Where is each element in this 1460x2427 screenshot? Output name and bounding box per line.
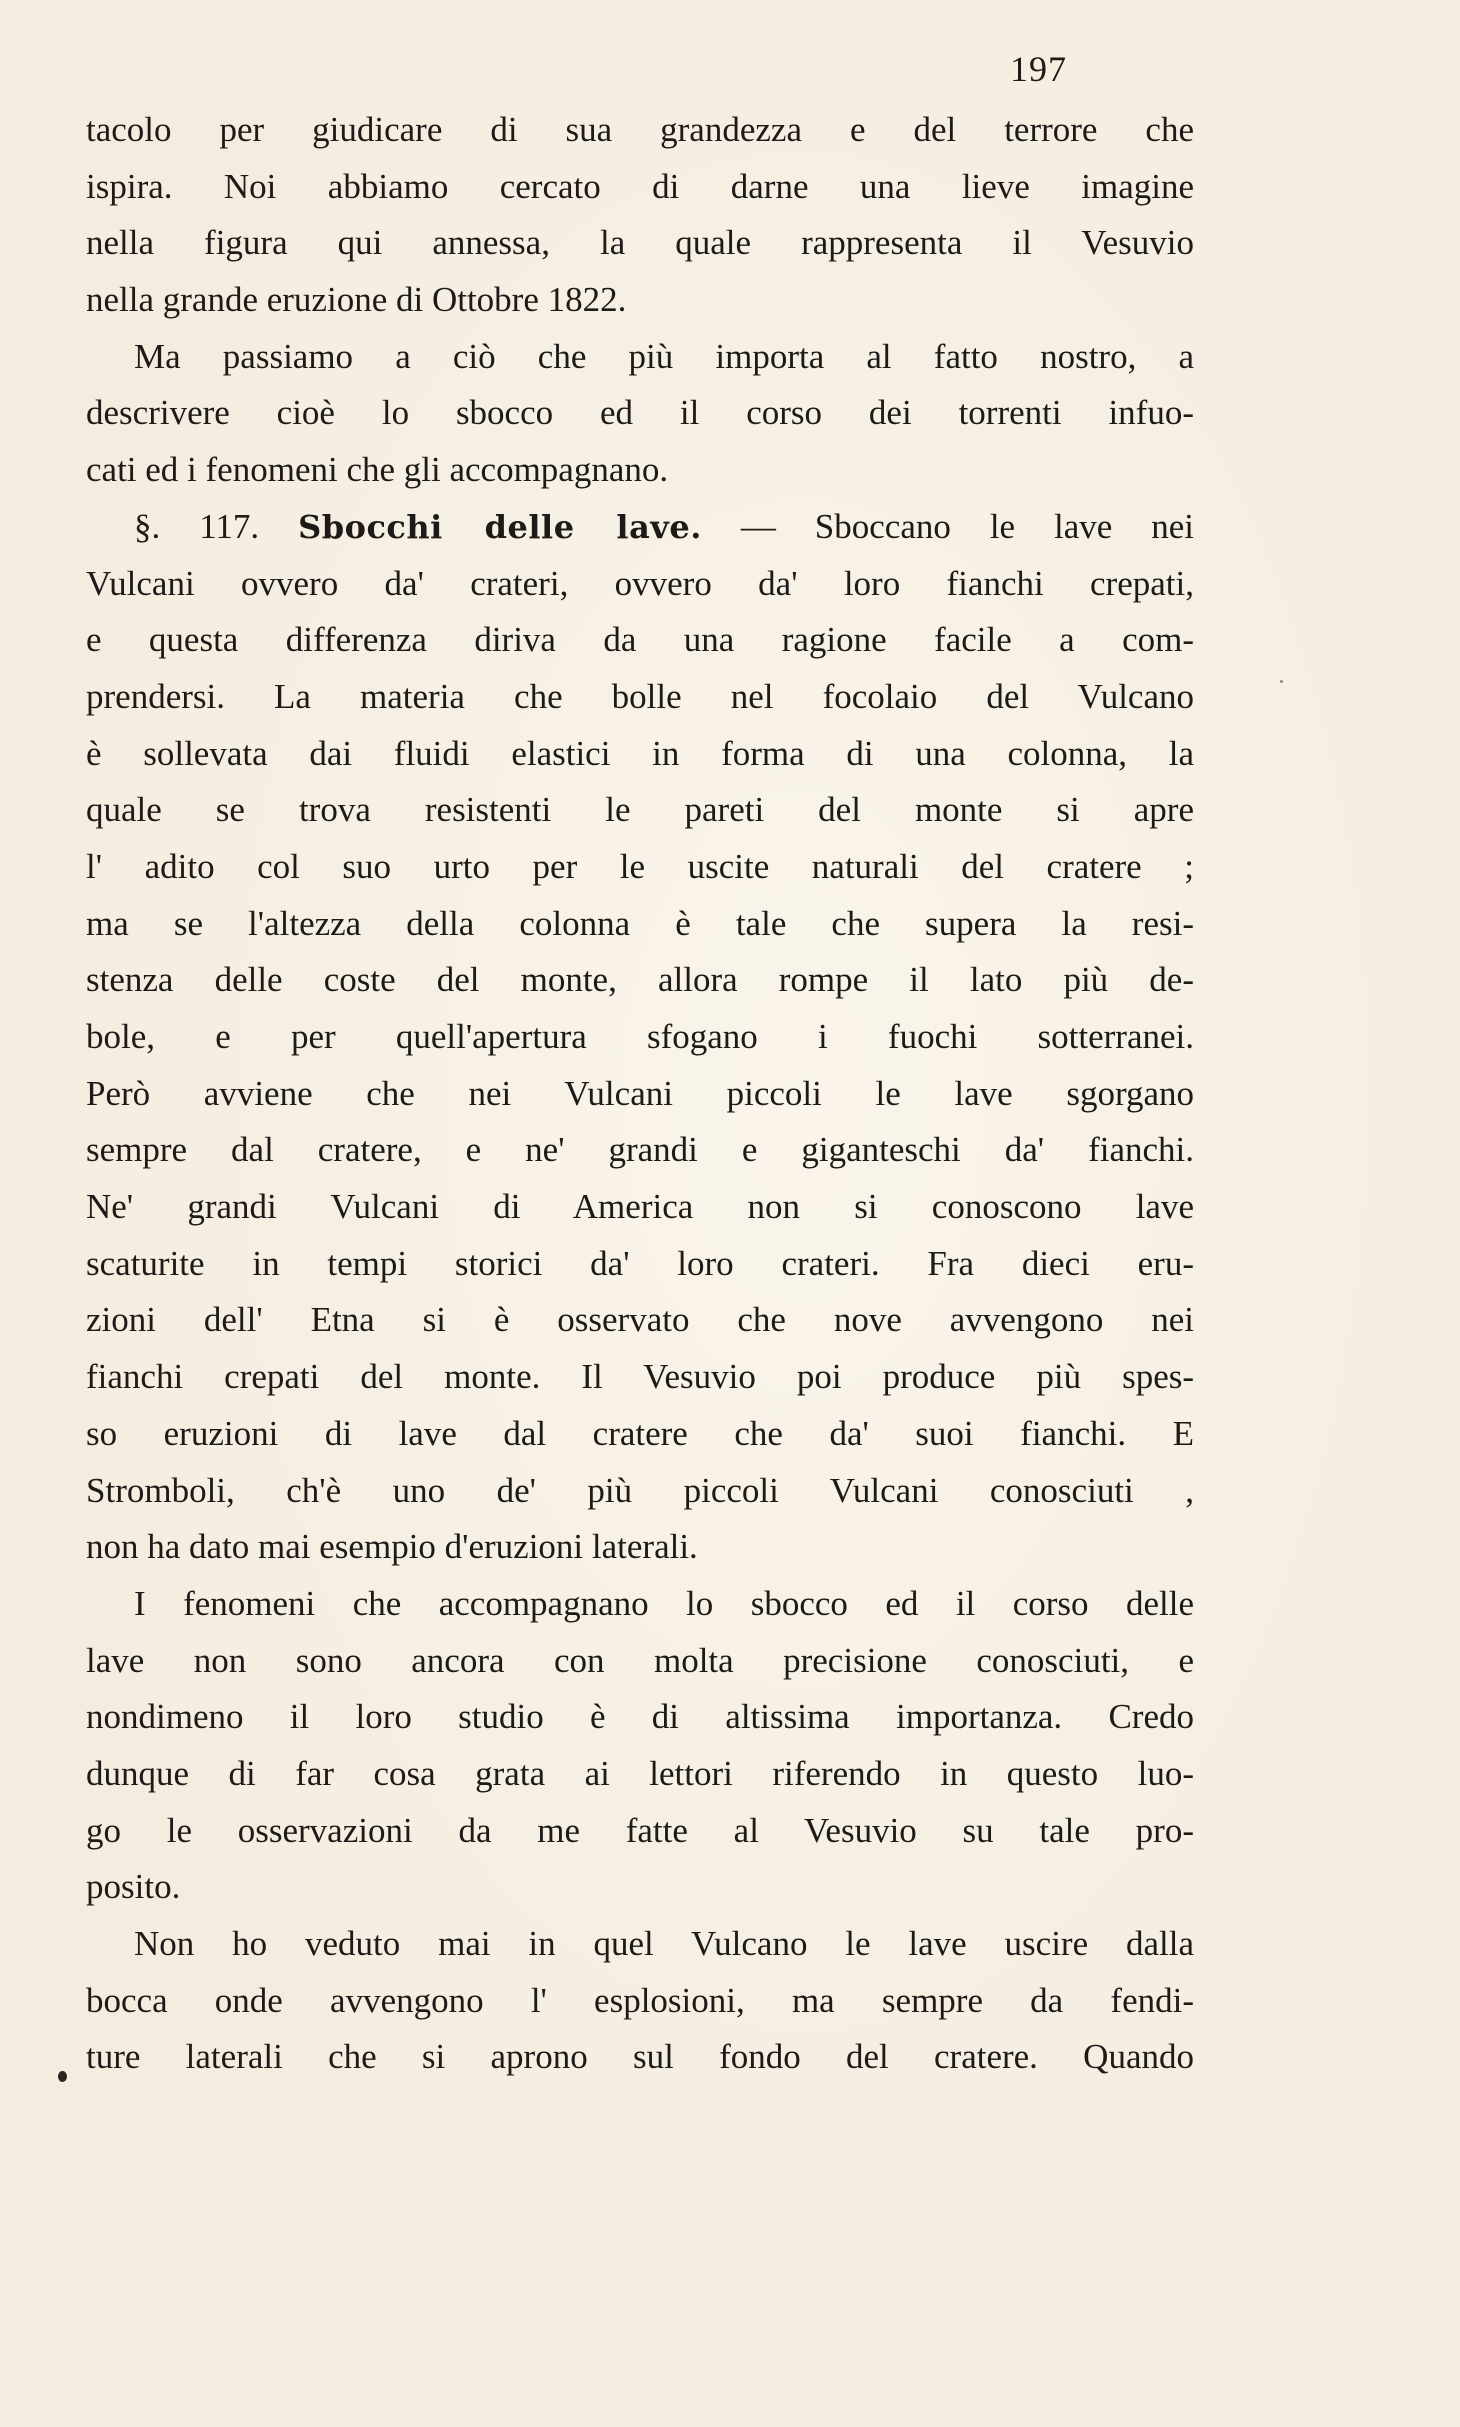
text-line: stenza delle coste del monte, allora rompe il lato più de- — [86, 960, 1194, 1000]
text-line: bole, e per quell'apertura sfogano i fuochi sotterranei. — [86, 1017, 1194, 1056]
text-line: quale se trova resistenti le pareti del monte si apre — [86, 790, 1194, 830]
text-line: cati ed i fenomeni che gli accompagnano. — [86, 450, 669, 490]
text-line: Però avviene che nei Vulcani piccoli le lave sgorgano — [86, 1073, 1194, 1113]
text-line: nondimeno il loro studio è di altissima importanza. Credo — [86, 1697, 1194, 1737]
text-line: Ne' grandi Vulcani di America non si conoscono lave — [86, 1187, 1194, 1227]
text-line: zioni dell' Etna si è osservato che nove avvengono nei — [86, 1300, 1194, 1340]
text-line: Vulcani ovvero da' crateri, ovvero da' loro fianchi crepati, — [86, 563, 1194, 603]
text-line: ma se l'altezza della colonna è tale che supera la resi- — [86, 903, 1194, 943]
text-line: Non ho veduto mai in quel Vulcano le lave uscire dalla — [134, 1924, 1194, 1963]
text-line: dunque di far cosa grata ai lettori riferendo in questo luo- — [86, 1753, 1194, 1793]
text-line: lave non sono ancora con molta precisione conosciuti, e — [86, 1640, 1194, 1680]
text-line: nella grande eruzione di Ottobre 1822. — [86, 280, 627, 320]
text-line: I fenomeni che accompagnano lo sbocco ed il corso delle — [134, 1583, 1194, 1623]
text-line: Ma passiamo a ciò che più importa al fatto nostro, a — [134, 336, 1194, 376]
section-text: — Sboccano le lave nei — [701, 506, 1194, 546]
text-line: è sollevata dai fluidi elastici in forma di una colonna, la — [86, 733, 1194, 773]
page-number: 197 — [1010, 49, 1067, 89]
text-line: l' adito col suo urto per le uscite naturali del cratere ; — [86, 846, 1194, 886]
text-line: descrivere cioè lo sbocco ed il corso dei torrenti infuo- — [86, 393, 1194, 433]
section-heading-line — [86, 499, 1194, 556]
text-line: fianchi crepati del monte. Il Vesuvio poi produce più spes- — [86, 1357, 1194, 1397]
text-line: posito. — [86, 1867, 181, 1907]
ink-speck — [1280, 680, 1283, 683]
text-line: Stromboli, ch'è uno de' più piccoli Vulcani conosciuti , — [86, 1470, 1194, 1510]
text-line: nella figura qui annessa, la quale rappresenta il Vesuvio — [86, 223, 1194, 263]
text-line: ispira. Noi abbiamo cercato di darne una lieve imagine — [86, 166, 1194, 206]
body-text — [86, 102, 1194, 2086]
text-line: tacolo per giudicare di sua grandezza e del terrore che — [86, 110, 1194, 149]
section-title: Sbocchi delle lave. — [298, 507, 702, 546]
text-line: so eruzioni di lave dal cratere che da' suoi fianchi. E — [86, 1413, 1194, 1453]
text-line: sempre dal cratere, e ne' grandi e giganteschi da' fianchi. — [86, 1130, 1194, 1170]
ink-speck — [58, 2071, 67, 2082]
section-number: §. 117. — [134, 506, 260, 546]
text-line: ture laterali che si aprono sul fondo del cratere. Quando — [86, 2037, 1194, 2077]
text-line: bocca onde avvengono l' esplosioni, ma sempre da fendi- — [86, 1980, 1194, 2020]
text-line: prendersi. La materia che bolle nel focolaio del Vulcano — [86, 676, 1194, 716]
text-line: e questa differenza diriva da una ragione facile a com- — [86, 620, 1194, 660]
text-line: non ha dato mai esempio d'eruzioni laterali. — [86, 1527, 698, 1567]
text-line: scaturite in tempi storici da' loro crateri. Fra dieci eru- — [86, 1243, 1194, 1283]
text-line: go le osservazioni da me fatte al Vesuvio su tale pro- — [86, 1810, 1194, 1850]
